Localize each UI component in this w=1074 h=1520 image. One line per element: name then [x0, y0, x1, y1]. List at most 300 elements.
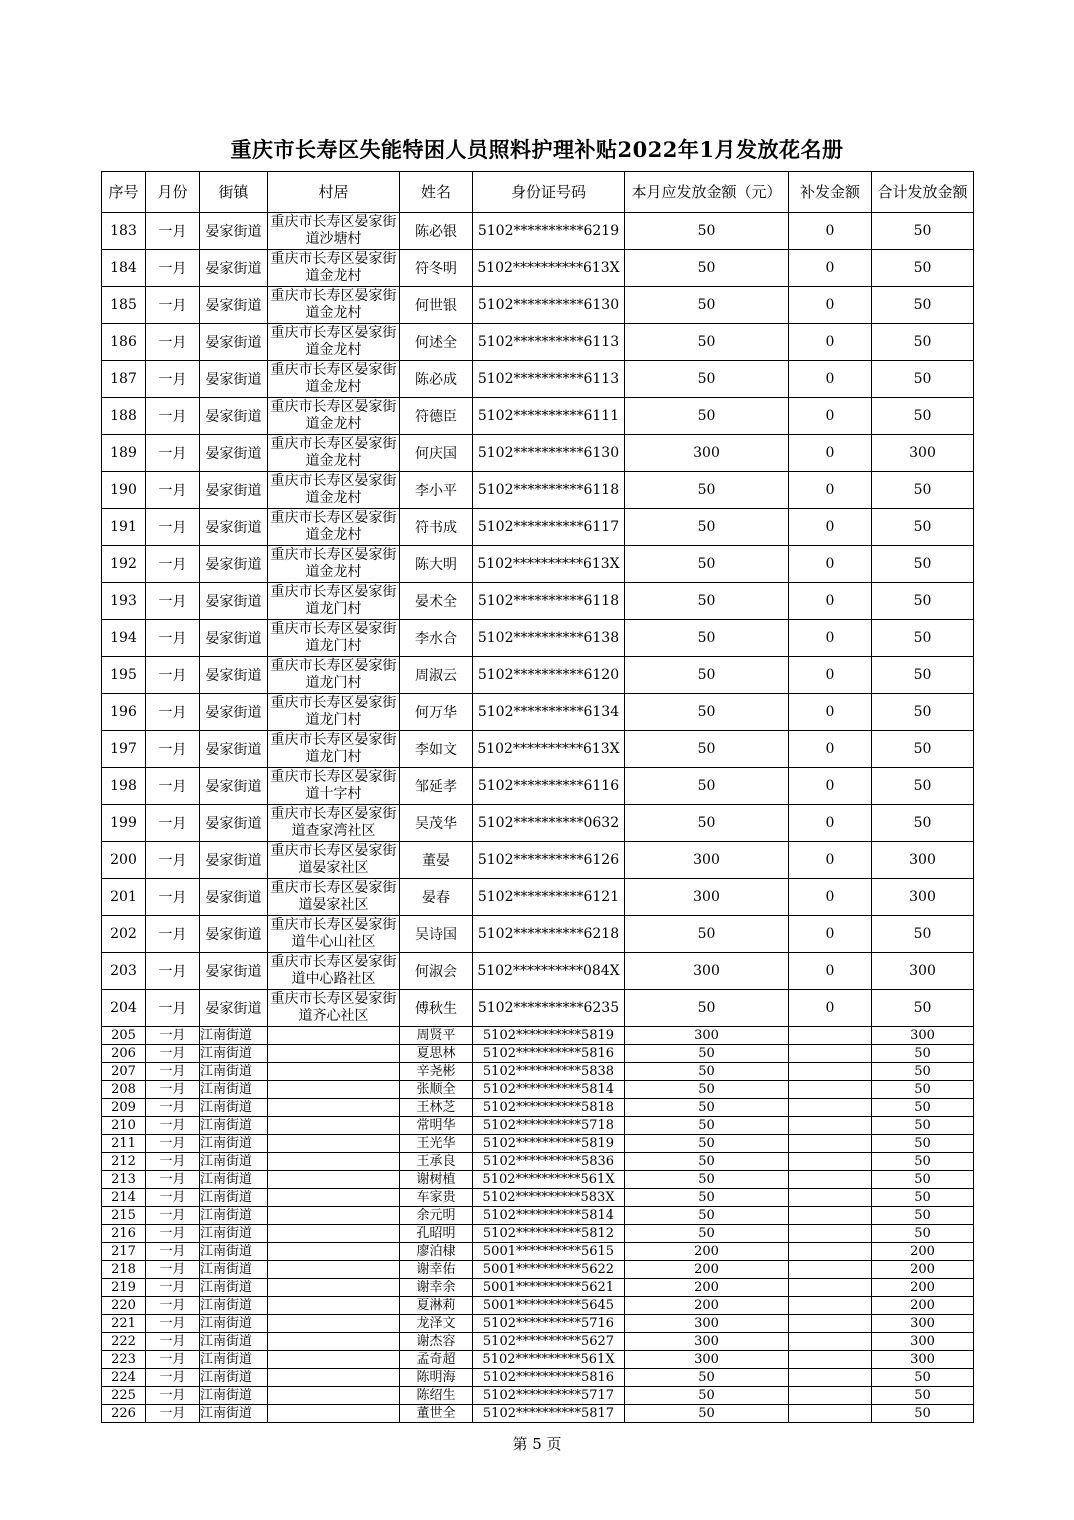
cell-due-amount: 300	[625, 1027, 789, 1045]
table-row	[102, 1153, 974, 1171]
cell-supplement	[789, 1189, 872, 1207]
cell-total: 50	[872, 1099, 974, 1117]
cell-supplement	[789, 1369, 872, 1387]
cell-total: 50	[872, 1207, 974, 1225]
cell-id-number: 5102**********6118	[473, 583, 625, 620]
cell-month: 一月	[146, 916, 200, 953]
cell-seq: 194	[102, 620, 146, 657]
cell-supplement	[789, 1387, 872, 1405]
cell-month: 一月	[146, 1117, 200, 1135]
cell-id-number: 5102**********6130	[473, 287, 625, 324]
cell-street: 晏家街道	[200, 620, 268, 657]
cell-street: 晏家街道	[200, 509, 268, 546]
cell-id-number: 5102**********6117	[473, 509, 625, 546]
cell-village: 重庆市长寿区晏家街道金龙村	[268, 250, 400, 287]
cell-street: 江南街道	[200, 1279, 268, 1297]
cell-street: 晏家街道	[200, 842, 268, 879]
cell-total: 300	[872, 879, 974, 916]
table-row	[102, 916, 974, 953]
cell-name: 车家贵	[400, 1189, 473, 1207]
cell-id-number: 5102**********6111	[473, 398, 625, 435]
cell-total: 50	[872, 620, 974, 657]
cell-due-amount: 50	[625, 1117, 789, 1135]
cell-seq: 197	[102, 731, 146, 768]
cell-supplement: 0	[789, 694, 872, 731]
cell-month: 一月	[146, 657, 200, 694]
cell-village	[268, 1297, 400, 1315]
cell-seq: 202	[102, 916, 146, 953]
header-total: 合计发放金额	[872, 172, 974, 213]
table-row	[102, 1279, 974, 1297]
header-due-amount: 本月应发放金额（元）	[625, 172, 789, 213]
cell-total: 50	[872, 1063, 974, 1081]
cell-month: 一月	[146, 990, 200, 1027]
table-row	[102, 361, 974, 398]
cell-due-amount: 50	[625, 1063, 789, 1081]
cell-seq: 201	[102, 879, 146, 916]
cell-id-number: 5102**********0632	[473, 805, 625, 842]
cell-month: 一月	[146, 879, 200, 916]
cell-seq: 209	[102, 1099, 146, 1117]
cell-due-amount: 50	[625, 1369, 789, 1387]
cell-total: 50	[872, 1171, 974, 1189]
cell-month: 一月	[146, 768, 200, 805]
cell-total: 200	[872, 1243, 974, 1261]
table-row	[102, 213, 974, 250]
cell-village	[268, 1405, 400, 1423]
cell-total: 300	[872, 1315, 974, 1333]
table-row	[102, 1081, 974, 1099]
cell-month: 一月	[146, 1081, 200, 1099]
cell-total: 50	[872, 472, 974, 509]
cell-name: 何庆国	[400, 435, 473, 472]
cell-supplement: 0	[789, 583, 872, 620]
cell-street: 晏家街道	[200, 213, 268, 250]
cell-street: 晏家街道	[200, 768, 268, 805]
cell-supplement	[789, 1027, 872, 1045]
cell-supplement: 0	[789, 287, 872, 324]
cell-due-amount: 200	[625, 1279, 789, 1297]
cell-name: 王承良	[400, 1153, 473, 1171]
cell-street: 江南街道	[200, 1315, 268, 1333]
cell-supplement: 0	[789, 953, 872, 990]
cell-street: 晏家街道	[200, 879, 268, 916]
cell-total: 50	[872, 694, 974, 731]
cell-village: 重庆市长寿区晏家街道金龙村	[268, 398, 400, 435]
page-number: 第 5 页	[512, 1435, 562, 1453]
cell-street: 晏家街道	[200, 250, 268, 287]
cell-total: 50	[872, 1045, 974, 1063]
table-row	[102, 1225, 974, 1243]
cell-supplement	[789, 1135, 872, 1153]
cell-street: 晏家街道	[200, 398, 268, 435]
cell-supplement	[789, 1081, 872, 1099]
cell-supplement: 0	[789, 324, 872, 361]
cell-name: 董世全	[400, 1405, 473, 1423]
cell-village	[268, 1225, 400, 1243]
cell-village: 重庆市长寿区晏家街道金龙村	[268, 361, 400, 398]
cell-due-amount: 50	[625, 694, 789, 731]
cell-street: 江南街道	[200, 1207, 268, 1225]
cell-month: 一月	[146, 1063, 200, 1081]
cell-seq: 193	[102, 583, 146, 620]
cell-seq: 188	[102, 398, 146, 435]
cell-name: 余元明	[400, 1207, 473, 1225]
header-name: 姓名	[400, 172, 473, 213]
cell-street: 江南街道	[200, 1243, 268, 1261]
cell-name: 陈绍生	[400, 1387, 473, 1405]
cell-due-amount: 50	[625, 916, 789, 953]
cell-id-number: 5102**********6134	[473, 694, 625, 731]
cell-month: 一月	[146, 694, 200, 731]
cell-total: 50	[872, 361, 974, 398]
cell-name: 李小平	[400, 472, 473, 509]
cell-due-amount: 50	[625, 768, 789, 805]
cell-supplement	[789, 1279, 872, 1297]
cell-village	[268, 1117, 400, 1135]
cell-name: 张顺全	[400, 1081, 473, 1099]
cell-seq: 200	[102, 842, 146, 879]
table-row	[102, 324, 974, 361]
table-row	[102, 435, 974, 472]
cell-id-number: 5102**********6113	[473, 324, 625, 361]
table-row	[102, 953, 974, 990]
cell-street: 晏家街道	[200, 657, 268, 694]
cell-village: 重庆市长寿区晏家街道金龙村	[268, 546, 400, 583]
cell-name: 常明华	[400, 1117, 473, 1135]
cell-id-number: 5102**********5819	[473, 1135, 625, 1153]
cell-id-number: 5102**********6118	[473, 472, 625, 509]
cell-total: 200	[872, 1297, 974, 1315]
cell-name: 龙泽文	[400, 1315, 473, 1333]
cell-village: 重庆市长寿区晏家街道十字村	[268, 768, 400, 805]
cell-name: 夏思林	[400, 1045, 473, 1063]
cell-due-amount: 300	[625, 842, 789, 879]
cell-supplement	[789, 1171, 872, 1189]
cell-street: 江南街道	[200, 1099, 268, 1117]
cell-seq: 190	[102, 472, 146, 509]
cell-seq: 208	[102, 1081, 146, 1099]
cell-total: 50	[872, 324, 974, 361]
cell-id-number: 5001**********5621	[473, 1279, 625, 1297]
cell-month: 一月	[146, 1333, 200, 1351]
cell-due-amount: 50	[625, 1207, 789, 1225]
cell-supplement: 0	[789, 398, 872, 435]
cell-total: 50	[872, 768, 974, 805]
cell-id-number: 5102**********5814	[473, 1081, 625, 1099]
cell-total: 300	[872, 953, 974, 990]
cell-due-amount: 50	[625, 398, 789, 435]
cell-id-number: 5102**********6113	[473, 361, 625, 398]
cell-village	[268, 1135, 400, 1153]
table-row	[102, 472, 974, 509]
cell-supplement: 0	[789, 731, 872, 768]
cell-id-number: 5001**********5622	[473, 1261, 625, 1279]
table-row	[102, 1405, 974, 1423]
cell-total: 50	[872, 657, 974, 694]
cell-seq: 184	[102, 250, 146, 287]
cell-street: 江南街道	[200, 1369, 268, 1387]
cell-name: 何世银	[400, 287, 473, 324]
cell-due-amount: 50	[625, 361, 789, 398]
cell-month: 一月	[146, 805, 200, 842]
cell-total: 50	[872, 1387, 974, 1405]
cell-seq: 221	[102, 1315, 146, 1333]
cell-supplement	[789, 1243, 872, 1261]
cell-due-amount: 50	[625, 324, 789, 361]
table-row	[102, 287, 974, 324]
header-id: 身份证号码	[473, 172, 625, 213]
cell-name: 李水合	[400, 620, 473, 657]
cell-street: 江南街道	[200, 1351, 268, 1369]
cell-supplement	[789, 1297, 872, 1315]
cell-seq: 214	[102, 1189, 146, 1207]
cell-supplement: 0	[789, 990, 872, 1027]
cell-seq: 219	[102, 1279, 146, 1297]
table-row	[102, 879, 974, 916]
cell-id-number: 5102**********6120	[473, 657, 625, 694]
cell-id-number: 5001**********5615	[473, 1243, 625, 1261]
table-row	[102, 1171, 974, 1189]
cell-village: 重庆市长寿区晏家街道金龙村	[268, 435, 400, 472]
cell-due-amount: 50	[625, 213, 789, 250]
cell-village	[268, 1045, 400, 1063]
cell-supplement: 0	[789, 805, 872, 842]
cell-village	[268, 1333, 400, 1351]
cell-seq: 185	[102, 287, 146, 324]
cell-village: 重庆市长寿区晏家街道龙门村	[268, 583, 400, 620]
table-row	[102, 1045, 974, 1063]
table-row	[102, 1261, 974, 1279]
cell-month: 一月	[146, 1387, 200, 1405]
cell-due-amount: 50	[625, 1189, 789, 1207]
cell-total: 50	[872, 916, 974, 953]
cell-month: 一月	[146, 1027, 200, 1045]
cell-seq: 183	[102, 213, 146, 250]
table-row	[102, 694, 974, 731]
table-row	[102, 620, 974, 657]
cell-due-amount: 300	[625, 1333, 789, 1351]
cell-due-amount: 50	[625, 1081, 789, 1099]
cell-village: 重庆市长寿区晏家街道牛心山社区	[268, 916, 400, 953]
cell-name: 王光华	[400, 1135, 473, 1153]
cell-village	[268, 1243, 400, 1261]
cell-seq: 212	[102, 1153, 146, 1171]
cell-total: 50	[872, 1225, 974, 1243]
cell-id-number: 5102**********561X	[473, 1171, 625, 1189]
cell-id-number: 5102**********6218	[473, 916, 625, 953]
cell-due-amount: 300	[625, 1315, 789, 1333]
cell-village: 重庆市长寿区晏家街道查家湾社区	[268, 805, 400, 842]
cell-name: 符冬明	[400, 250, 473, 287]
cell-due-amount: 300	[625, 953, 789, 990]
cell-supplement: 0	[789, 768, 872, 805]
cell-due-amount: 50	[625, 472, 789, 509]
header-village: 村居	[268, 172, 400, 213]
table-row	[102, 1243, 974, 1261]
cell-village: 重庆市长寿区晏家街道龙门村	[268, 657, 400, 694]
table-row	[102, 1387, 974, 1405]
cell-street: 晏家街道	[200, 916, 268, 953]
cell-supplement	[789, 1099, 872, 1117]
cell-id-number: 5102**********5816	[473, 1045, 625, 1063]
cell-seq: 213	[102, 1171, 146, 1189]
cell-id-number: 5102**********6130	[473, 435, 625, 472]
cell-due-amount: 50	[625, 509, 789, 546]
cell-seq: 226	[102, 1405, 146, 1423]
table-row	[102, 1369, 974, 1387]
cell-month: 一月	[146, 1207, 200, 1225]
cell-name: 董晏	[400, 842, 473, 879]
cell-supplement	[789, 1207, 872, 1225]
cell-total: 50	[872, 1135, 974, 1153]
cell-seq: 204	[102, 990, 146, 1027]
cell-id-number: 5102**********5816	[473, 1369, 625, 1387]
cell-total: 50	[872, 546, 974, 583]
cell-due-amount: 50	[625, 287, 789, 324]
cell-due-amount: 50	[625, 583, 789, 620]
table-row	[102, 398, 974, 435]
cell-id-number: 5102**********583X	[473, 1189, 625, 1207]
cell-month: 一月	[146, 1297, 200, 1315]
cell-seq: 195	[102, 657, 146, 694]
cell-village: 重庆市长寿区晏家街道龙门村	[268, 620, 400, 657]
cell-id-number: 5102**********084X	[473, 953, 625, 990]
cell-name: 谢树植	[400, 1171, 473, 1189]
cell-street: 江南街道	[200, 1171, 268, 1189]
cell-supplement: 0	[789, 250, 872, 287]
cell-name: 晏春	[400, 879, 473, 916]
cell-month: 一月	[146, 1099, 200, 1117]
cell-total: 50	[872, 1153, 974, 1171]
cell-month: 一月	[146, 546, 200, 583]
cell-month: 一月	[146, 1279, 200, 1297]
cell-id-number: 5102**********5814	[473, 1207, 625, 1225]
cell-name: 陈明海	[400, 1369, 473, 1387]
cell-month: 一月	[146, 1315, 200, 1333]
cell-supplement	[789, 1351, 872, 1369]
cell-supplement: 0	[789, 361, 872, 398]
cell-village	[268, 1099, 400, 1117]
table-row	[102, 509, 974, 546]
cell-due-amount: 200	[625, 1261, 789, 1279]
cell-village	[268, 1351, 400, 1369]
cell-id-number: 5102**********5838	[473, 1063, 625, 1081]
cell-month: 一月	[146, 472, 200, 509]
header-supplement: 补发金额	[789, 172, 872, 213]
cell-month: 一月	[146, 1261, 200, 1279]
cell-village	[268, 1315, 400, 1333]
cell-month: 一月	[146, 1369, 200, 1387]
cell-village: 重庆市长寿区晏家街道龙门村	[268, 694, 400, 731]
cell-due-amount: 200	[625, 1243, 789, 1261]
cell-month: 一月	[146, 287, 200, 324]
table-row	[102, 1027, 974, 1045]
cell-id-number: 5102**********6121	[473, 879, 625, 916]
cell-seq: 187	[102, 361, 146, 398]
table-row	[102, 1333, 974, 1351]
cell-month: 一月	[146, 1171, 200, 1189]
cell-due-amount: 50	[625, 805, 789, 842]
cell-name: 辛尧彬	[400, 1063, 473, 1081]
header-seq: 序号	[102, 172, 146, 213]
table-row	[102, 546, 974, 583]
cell-id-number: 5001**********5645	[473, 1297, 625, 1315]
cell-id-number: 5102**********5817	[473, 1405, 625, 1423]
cell-street: 江南街道	[200, 1063, 268, 1081]
cell-month: 一月	[146, 213, 200, 250]
cell-month: 一月	[146, 324, 200, 361]
cell-street: 晏家街道	[200, 990, 268, 1027]
cell-due-amount: 50	[625, 1405, 789, 1423]
cell-seq: 223	[102, 1351, 146, 1369]
table-row	[102, 1063, 974, 1081]
cell-village: 重庆市长寿区晏家街道金龙村	[268, 509, 400, 546]
cell-name: 何述全	[400, 324, 473, 361]
table-row	[102, 842, 974, 879]
cell-supplement: 0	[789, 546, 872, 583]
cell-supplement	[789, 1333, 872, 1351]
cell-seq: 192	[102, 546, 146, 583]
cell-supplement	[789, 1063, 872, 1081]
table-row	[102, 1117, 974, 1135]
cell-seq: 218	[102, 1261, 146, 1279]
cell-total: 50	[872, 1117, 974, 1135]
cell-month: 一月	[146, 842, 200, 879]
cell-due-amount: 50	[625, 1171, 789, 1189]
cell-total: 50	[872, 1081, 974, 1099]
cell-street: 江南街道	[200, 1153, 268, 1171]
cell-seq: 205	[102, 1027, 146, 1045]
cell-seq: 210	[102, 1117, 146, 1135]
cell-month: 一月	[146, 509, 200, 546]
table-row	[102, 990, 974, 1027]
cell-total: 50	[872, 287, 974, 324]
cell-name: 晏术全	[400, 583, 473, 620]
cell-month: 一月	[146, 583, 200, 620]
cell-seq: 207	[102, 1063, 146, 1081]
cell-id-number: 5102**********6138	[473, 620, 625, 657]
cell-street: 晏家街道	[200, 324, 268, 361]
cell-total: 50	[872, 250, 974, 287]
cell-month: 一月	[146, 620, 200, 657]
cell-total: 50	[872, 213, 974, 250]
cell-village	[268, 1153, 400, 1171]
cell-street: 晏家街道	[200, 435, 268, 472]
cell-id-number: 5102**********5812	[473, 1225, 625, 1243]
cell-village	[268, 1063, 400, 1081]
cell-month: 一月	[146, 953, 200, 990]
cell-name: 陈大明	[400, 546, 473, 583]
cell-id-number: 5102**********5716	[473, 1315, 625, 1333]
table-row	[102, 1297, 974, 1315]
cell-supplement	[789, 1117, 872, 1135]
cell-total: 50	[872, 398, 974, 435]
cell-seq: 206	[102, 1045, 146, 1063]
cell-village	[268, 1171, 400, 1189]
table-row	[102, 1099, 974, 1117]
cell-due-amount: 50	[625, 1225, 789, 1243]
cell-seq: 199	[102, 805, 146, 842]
table-body	[102, 213, 974, 1423]
cell-street: 江南街道	[200, 1045, 268, 1063]
cell-seq: 186	[102, 324, 146, 361]
cell-street: 江南街道	[200, 1405, 268, 1423]
cell-total: 50	[872, 805, 974, 842]
cell-name: 何淑会	[400, 953, 473, 990]
cell-village: 重庆市长寿区晏家街道晏家社区	[268, 842, 400, 879]
cell-id-number: 5102**********5717	[473, 1387, 625, 1405]
